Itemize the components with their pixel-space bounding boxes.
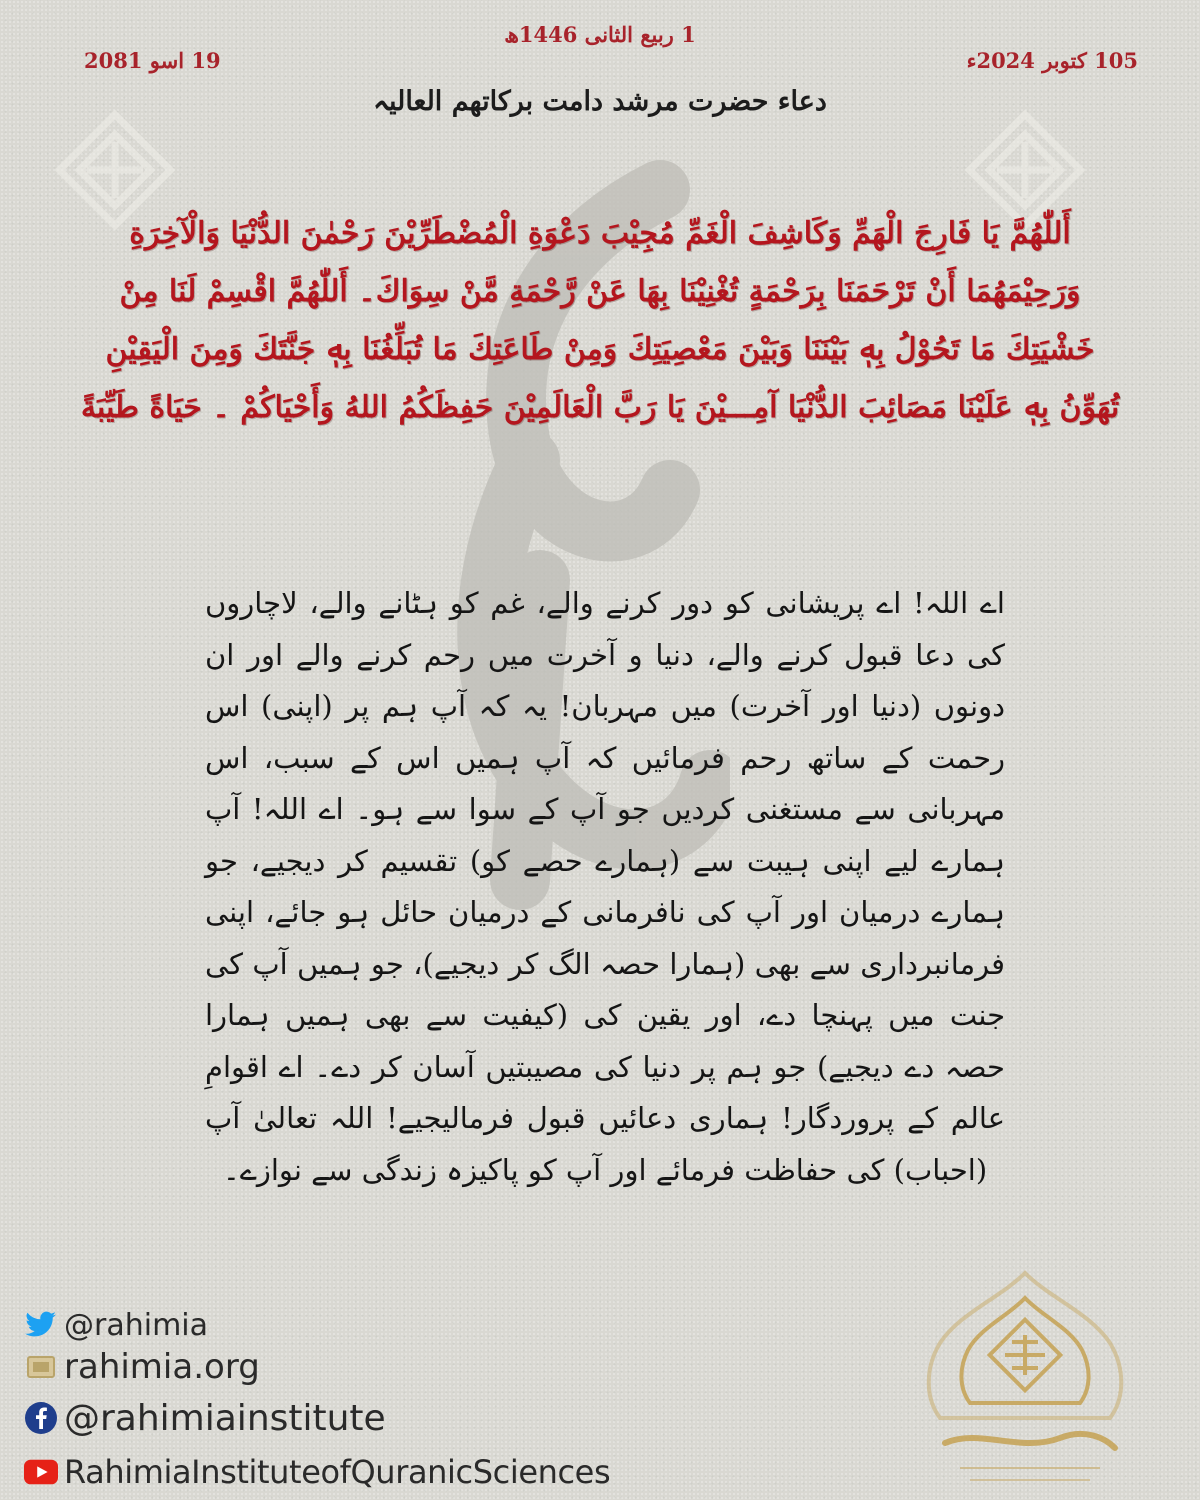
twitter-link[interactable] <box>24 1305 724 1345</box>
arabic-dua: أَللّٰهُمَّ يَا فَارِجَ الْهَمِّ وَكَاشِفَ الْغَمِّ مُجِيْبَ دَعْوَةِ الْمُضْطَرِّيْنَ رَحْمٰنَ الدُّنْيَا وَالْآخِرَةِ وَرَحِيْمَهُمَا أَنْ تَرْحَمَنَا بِرَحْمَةٍ تُغْنِيْنَا بِهَا عَنْ رَّحْمَةِ مَّنْ سِوَاكَ۔ أَللّٰهُمَّ اقْسِمْ لَنَا مِنْ خَشْيَتِكَ مَا تَحُوْلُ بِهٖ بَيْنَنَا وَبَيْنَ مَعْصِيَتِكَ وَمِنْ طَاعَتِكَ مَا تُبَلِّغُنَا بِهٖ جَنَّتَكَ وَمِنَ الْيَقِيْنِ تُهَوِّنُ بِهٖ عَلَيْنَا مَصَائِبَ الدُّنْيَا آمِـــيْنَ يَا رَبَّ الْعَالَمِيْنَ حَفِظَكُمُ اللهُ وَأَحْيَاكُمْ ۔ حَيَاةً طَيِّبَةً <box>80 216 1120 425</box>
hijri-date: 1 ربیع الثانی 1446ھ <box>504 22 696 47</box>
twitter-handle: @rahimia <box>64 1307 209 1343</box>
bikrami-date: 19 اسو 2081 <box>84 48 221 73</box>
website-url: rahimia.org <box>64 1347 260 1387</box>
youtube-channel: RahimiaInstituteofQuranicSciences <box>64 1453 611 1491</box>
youtube-link[interactable] <box>24 1447 724 1497</box>
youtube-icon <box>24 1455 58 1489</box>
social-links <box>24 1305 724 1497</box>
urdu-translation: اے اللہ! اے پریشانی کو دور کرنے والے، غم کو ہٹانے والے، لاچاروں کی دعا قبول کرنے والے، دنیا و آخرت میں رحم کرنے والے اور ان دونوں (دنیا اور آخرت) میں مہربان! یہ کہ آپ ہم پر (اپنی) اس رحمت کے ساتھ رحم فرمائیں کہ آپ ہمیں اس کے سبب، اس مہربانی سے مستغنی کردیں جو آپ کے سوا سے ہو۔ اے اللہ! آپ ہمارے لیے اپنی ہیبت سے (ہمارے حصے کو) تقسیم کر دیجیے، جو ہمارے درمیان اور آپ کی نافرمانی کے درمیان حائل ہو جائے، اپنی فرمانبرداری سے بھی (ہمارا حصہ الگ کر دیجیے)، جو ہمیں آپ کی جنت میں پہنچا دے، اور یقین کی (کیفیت سے بھی ہمیں ہمارا حصہ دے دیجیے) جو ہم پر دنیا کی مصیبتیں آسان کر دے۔ اے اقوامِ عالم کے پروردگار! ہماری دعائیں قبول فرمالیجیے! اللہ تعالیٰ آپ (احباب) کی حفاظت فرمائے اور آپ کو پاکیزہ زندگی سے نوازے۔ <box>205 586 1005 1187</box>
rahimia-logo <box>900 1268 1150 1498</box>
website-icon <box>24 1350 58 1384</box>
page-title: دعاء حضرت مرشد دامت برکاتھم العالیہ <box>373 86 827 117</box>
facebook-handle: @rahimiainstitute <box>64 1397 386 1439</box>
facebook-icon <box>24 1401 58 1435</box>
website-link[interactable] <box>24 1345 724 1389</box>
gregorian-date: 105 کتوبر 2024ء <box>966 48 1138 73</box>
twitter-icon <box>24 1308 58 1342</box>
facebook-link[interactable] <box>24 1389 724 1447</box>
